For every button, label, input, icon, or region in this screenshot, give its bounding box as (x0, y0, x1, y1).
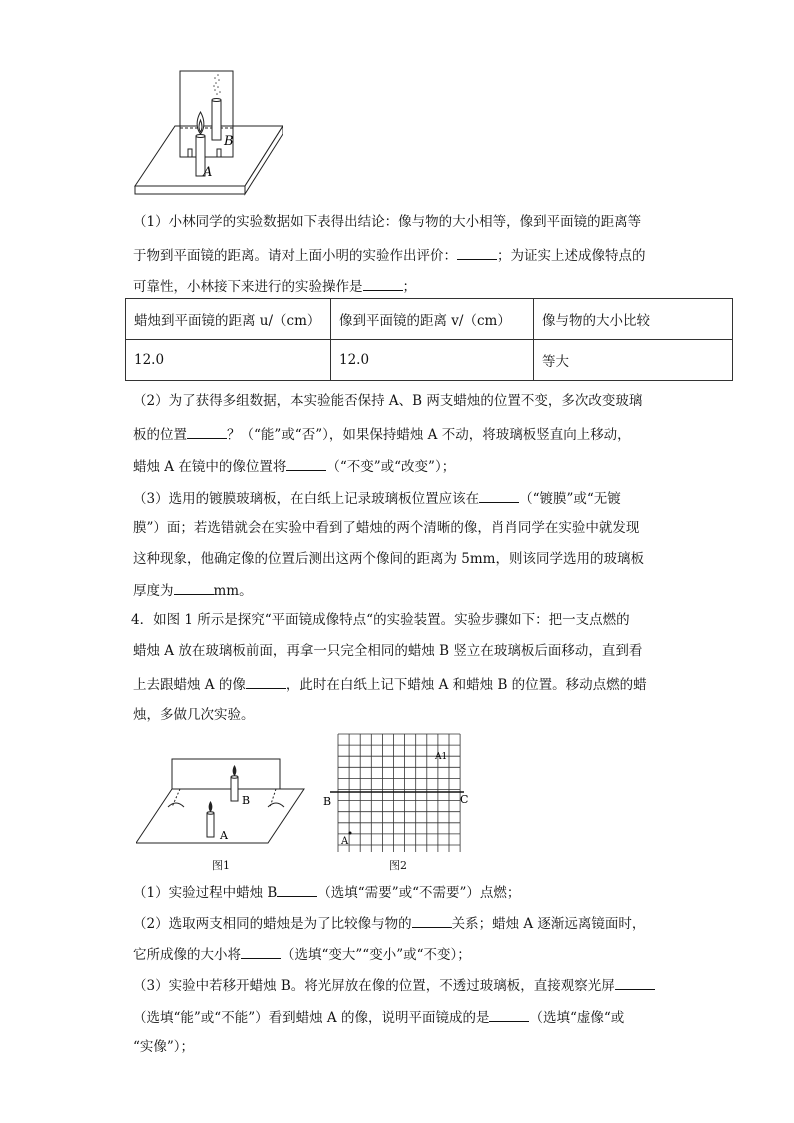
p4-line3a: 上去跟蜡烛 A 的像 (133, 677, 246, 693)
p4-s2c: 它所成像的大小将 (133, 947, 241, 963)
q2-line2 (133, 424, 631, 444)
table-row (126, 340, 733, 381)
q1-line2-text: 于物到平面镜的距离。请对上面小明的实验作出评价： (133, 248, 457, 264)
p4-line3b: ，此时在白纸上记下蜡烛 A 和蜡烛 B 的位置。移动点燃的蜡 (285, 677, 647, 693)
fig1-label-a: A (220, 829, 228, 842)
blank-size-change (241, 944, 281, 959)
q3-line1 (133, 488, 621, 508)
blank-light-b (277, 882, 317, 897)
q2-line1: （2）为了获得多组数据，本实验能否保持 A、B 两支蜡烛的位置不变，多次改变玻璃 (133, 393, 643, 409)
blank-image-type (489, 1007, 529, 1022)
p4-s2-line2 (133, 944, 471, 964)
table-cell: 等大 (534, 340, 733, 381)
fig2-caption: 图2 (389, 859, 407, 872)
figure-2 (322, 732, 472, 852)
blank-coincide (246, 674, 286, 689)
blank-evaluation (457, 245, 497, 260)
p4-line3 (133, 674, 647, 694)
table-header-cell: 像到平面镜的距离 v/（cm） (331, 299, 534, 340)
p4-s3-line3: “实像”）； (133, 1039, 195, 1055)
figure-1 (136, 755, 306, 850)
fig1-label-b: B (242, 794, 251, 807)
q3-line4b: mm。 (213, 583, 253, 599)
p4-s3a: （3）实验中若移开蜡烛 B。将光屏放在像的位置，不透过玻璃板，直接观察光屏 (133, 978, 615, 994)
blank-coating (479, 488, 519, 503)
q2-line2b: ？（“能”或“否”），如果保持蜡烛 A 不动，将玻璃板竖直向上移动， (227, 427, 631, 443)
q2-line3b: （“不变”或“改变”）； (326, 459, 456, 475)
q1-line1: （1）小林同学的实验数据如下表得出结论：像与物的大小相等，像到平面镜的距离等 (133, 214, 642, 230)
blank-size-relation (412, 913, 452, 928)
p4-s2-line1 (133, 913, 645, 933)
fig2-label-a1: A1 (435, 752, 448, 762)
top-label-a: A (203, 165, 213, 180)
q3-line2: 膜”）面；若选错就会在实验中看到了蜡烛的两个清晰的像，肖肖同学在实验中就发现 (133, 520, 640, 536)
blank-can-or-not (187, 424, 227, 439)
q2-line2a: 板的位置 (133, 427, 187, 443)
table-header-row (126, 299, 733, 340)
p4-s2d: （选填“变大”“变小”或“不变）； (281, 947, 471, 963)
p4-line2: 蜡烛 A 放在玻璃板前面，再拿一只完全相同的蜡烛 B 竖立在玻璃板后面移动，直到看 (133, 643, 643, 659)
fig1-caption: 图1 (212, 859, 230, 872)
p4-s1a: （1）实验过程中蜡烛 B (133, 885, 278, 901)
table-cell: 12.0 (331, 340, 534, 381)
q1-line3-end: ； (402, 279, 416, 295)
p4-s1 (133, 882, 520, 902)
q3-line1a: （3）选用的镀膜玻璃板，在白纸上记录玻璃板位置应该在 (133, 491, 480, 507)
blank-thickness (174, 580, 214, 595)
blank-can-see (615, 975, 655, 990)
blank-image-position (286, 456, 326, 471)
p4-s1b: （选填“需要”或“不需要”）点燃； (317, 885, 521, 901)
top-apparatus-figure (133, 68, 283, 198)
p4-line1: 4．如图 1 所示是探究“平面镜成像特点“的实验装置。实验步骤如下：把一支点燃的 (131, 612, 630, 628)
p4-s2b: 关系；蜡烛 A 逐渐远离镜面时， (451, 916, 646, 932)
q2-line3 (133, 456, 455, 476)
data-table (125, 298, 733, 381)
p4-s3-line2 (133, 1007, 624, 1027)
q3-line3: 这种现象，他确定像的位置后测出这两个像间的距离为 5mm，则该同学选用的玻璃板 (133, 551, 644, 567)
blank-operation (363, 276, 403, 291)
q3-line4 (133, 580, 253, 600)
q1-line2 (133, 245, 646, 265)
p4-s2a: （2）选取两支相同的蜡烛是为了比较像与物的 (133, 916, 412, 932)
p4-s3b: （选填“能”或“不能”）看到蜡烛 A 的像，说明平面镜成的是 (133, 1010, 490, 1026)
q3-line4a: 厚度为 (133, 583, 174, 599)
table-header-cell: 蜡烛到平面镜的距离 u/（cm） (126, 299, 331, 340)
fig2-label-b: B (323, 795, 332, 808)
q3-line1b: （“镀膜”或“无镀 (519, 491, 621, 507)
q1-line2-end: ；为证实上述成像特点的 (497, 248, 646, 264)
top-label-b: B (224, 134, 234, 149)
p4-line4: 烛，多做几次实验。 (133, 707, 255, 723)
table-header-cell: 像与物的大小比较 (534, 299, 733, 340)
p4-s3-line1 (133, 975, 655, 995)
fig2-label-a: A (341, 836, 349, 847)
q2-line3a: 蜡烛 A 在镜中的像位置将 (133, 459, 287, 475)
table-cell: 12.0 (126, 340, 331, 381)
fig2-label-c: C (460, 793, 469, 806)
p4-s3c: （选填“虚像“或 (529, 1010, 625, 1026)
q1-line3-text: 可靠性，小林接下来进行的实验操作是 (133, 279, 363, 295)
q1-line3 (133, 276, 416, 296)
